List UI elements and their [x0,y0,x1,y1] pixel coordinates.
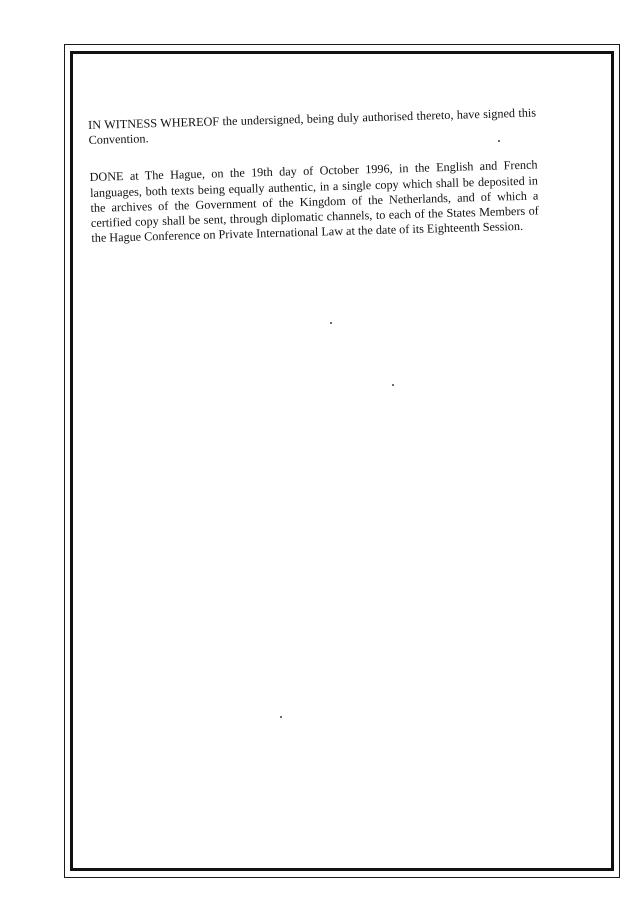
document-body [88,105,540,268]
scan-speck [392,384,394,386]
witness-clause: IN WITNESS WHEREOF the undersigned, being duly authorised thereto, have signed this Convention. [88,105,537,148]
scan-speck [498,140,500,142]
scan-speck [280,716,282,718]
scan-speck [330,322,332,324]
done-clause: DONE at The Hague, on the 19th day of October 1996, in the English and French languages, both texts being equally authentic, in a single copy which shall be deposited in the archives of the Government of the Kingdom of the Netherlands, and of which a certified copy shall be sent, through diplomatic channels, to each of the States Members of the Hague Conference on Private International Law at the date of its Eighteenth Session. [89,157,539,246]
